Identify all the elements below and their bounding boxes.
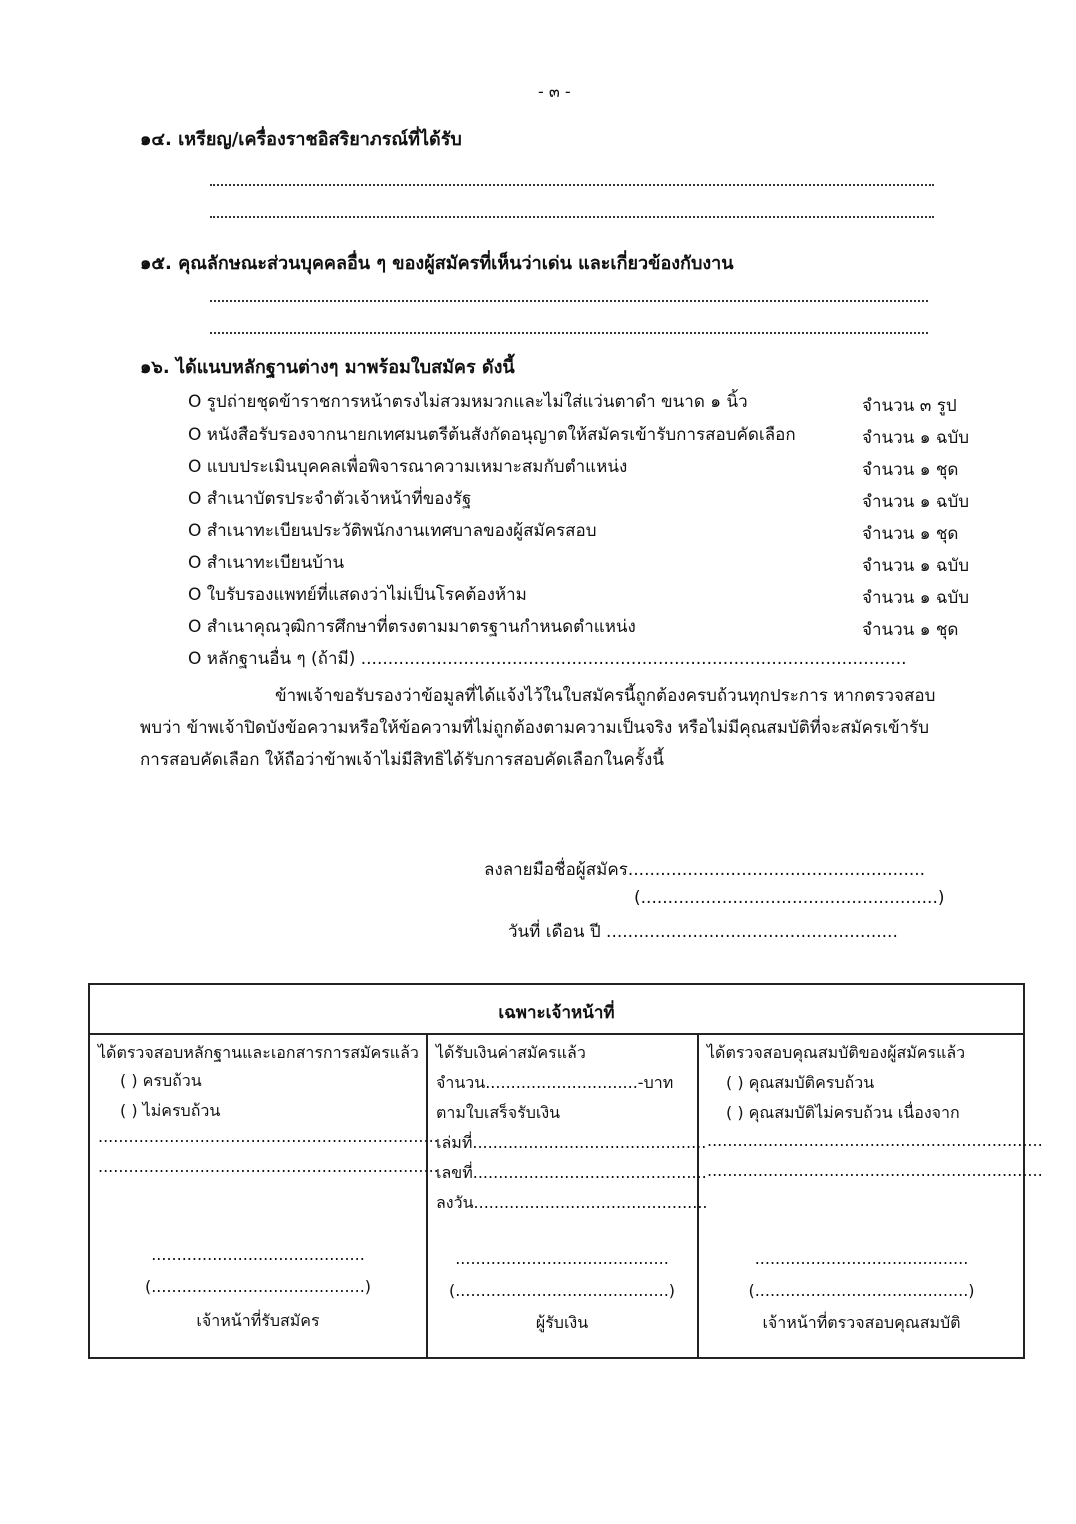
section-14-title: ๑๔. เหรียญ/เครื่องราชอิสริยาภรณ์ที่ได้รับ — [140, 129, 462, 150]
qualified-option[interactable]: ( ) คุณสมบัติครบถ้วน — [726, 1073, 875, 1092]
attachment-qty: จำนวน ๑ ชุด — [862, 524, 959, 544]
declaration-line-1: ข้าพเจ้าขอรับรองว่าข้อมูลที่ได้แจ้งไว้ในใบสมัครนี้ถูกต้องครบถ้วนทุกประการ หากตรวจสอบ — [275, 686, 936, 706]
section-15-answer-line-1[interactable] — [210, 300, 928, 302]
divider — [90, 1033, 1023, 1035]
attachment-qty: จำนวน ๓ รูป — [862, 396, 957, 416]
receipt-book[interactable]: เล่มที่.............................................. — [436, 1133, 707, 1152]
attachment-item[interactable]: O ใบรับรองแพทย์ที่แสดงว่าไม่เป็นโรคต้องห้าม — [188, 585, 527, 605]
attachment-qty: จำนวน ๑ ฉบับ — [862, 428, 970, 448]
doc-note-line-1[interactable]: ................................................................... — [98, 1127, 439, 1146]
receipt-date[interactable]: ลงวัน.............................................. — [436, 1193, 708, 1212]
attachment-other[interactable]: O หลักฐานอื่น ๆ (ถ้ามี) ..................................................................................................... — [188, 649, 907, 669]
attachment-qty: จำนวน ๑ ฉบับ — [862, 556, 970, 576]
receipt-number[interactable]: เลขที่.............................................. — [436, 1163, 707, 1182]
receiver-signature[interactable]: .......................................... — [151, 1245, 365, 1264]
cashier-signature[interactable]: .......................................... — [455, 1249, 669, 1268]
qualification-note-line-2[interactable]: .................................................................. — [707, 1161, 1043, 1180]
attachment-item[interactable]: O สำเนาทะเบียนบ้าน — [188, 553, 345, 573]
doc-check-heading: ได้ตรวจสอบหลักฐานและเอกสารการสมัครแล้ว — [98, 1043, 419, 1062]
qualification-note-line-1[interactable]: .................................................................. — [707, 1131, 1043, 1150]
section-14-answer-line-1[interactable] — [210, 184, 934, 186]
fee-amount[interactable]: จำนวน..............................-บาท — [436, 1073, 674, 1092]
inspector-name[interactable]: (..........................................) — [748, 1281, 975, 1300]
fee-heading: ได้รับเงินค่าสมัครแล้ว — [436, 1043, 586, 1062]
attachment-item[interactable]: O สำเนาคุณวุฒิการศึกษาที่ตรงตามมาตรฐานกำหนดตำแหน่ง — [188, 617, 636, 637]
page-number: - ๓ - — [538, 82, 571, 101]
section-15-answer-line-2[interactable] — [210, 332, 928, 334]
not-qualified-option[interactable]: ( ) คุณสมบัติไม่ครบถ้วน เนื่องจาก — [726, 1103, 960, 1122]
inspector-role: เจ้าหน้าที่ตรวจสอบคุณสมบัติ — [762, 1313, 961, 1332]
receipt-label: ตามใบเสร็จรับเงิน — [436, 1103, 561, 1122]
attachment-qty: จำนวน ๑ ฉบับ — [862, 588, 970, 608]
attachment-item[interactable]: O รูปถ่ายชุดข้าราชการหน้าตรงไม่สวมหมวกและไม่ใส่แว่นตาดำ ขนาด ๑ นิ้ว — [188, 392, 748, 412]
attachment-qty: จำนวน ๑ ชุด — [862, 460, 959, 480]
section-15-title: ๑๕. คุณลักษณะส่วนบุคคลอื่น ๆ ของผู้สมัครที่เห็นว่าเด่น และเกี่ยวข้องกับงาน — [140, 253, 734, 274]
attachment-item[interactable]: O สำเนาบัตรประจำตัวเจ้าหน้าที่ของรัฐ — [188, 489, 472, 509]
cashier-name[interactable]: (..........................................) — [448, 1281, 676, 1300]
qualification-heading: ได้ตรวจสอบคุณสมบัติของผู้สมัครแล้ว — [707, 1043, 966, 1062]
applicant-name[interactable]: (.......................................................) — [634, 888, 945, 908]
attachment-item[interactable]: O สำเนาทะเบียนประวัติพนักงานเทศบาลของผู้สมัครสอบ — [188, 521, 597, 541]
officer-only-box — [88, 983, 1043, 1359]
officer-box-title: เฉพาะเจ้าหน้าที่ — [498, 1003, 615, 1023]
divider — [426, 1033, 428, 1357]
application-date[interactable]: วันที่ เดือน ปี ...................................................... — [508, 922, 898, 942]
receiver-name[interactable]: (..........................................) — [144, 1277, 372, 1296]
attachment-qty: จำนวน ๑ ฉบับ — [862, 492, 970, 512]
attachment-item[interactable]: O แบบประเมินบุคคลเพื่อพิจารณาความเหมาะสมกับตำแหน่ง — [188, 457, 628, 477]
doc-incomplete-option[interactable]: ( ) ไม่ครบถ้วน — [120, 1101, 221, 1120]
section-16-title: ๑๖. ได้แนบหลักฐานต่างๆ มาพร้อมใบสมัคร ดังนี้ — [140, 357, 515, 378]
doc-note-line-2[interactable]: ................................................................... — [98, 1157, 439, 1176]
applicant-signature[interactable]: ลงลายมือชื่อผู้สมัคร....................................................... — [484, 860, 926, 880]
attachment-item[interactable]: O หนังสือรับรองจากนายกเทศมนตรีต้นสังกัดอนุญาตให้สมัครเข้ารับการสอบคัดเลือก — [188, 425, 796, 445]
doc-complete-option[interactable]: ( ) ครบถ้วน — [120, 1071, 202, 1090]
cashier-role: ผู้รับเงิน — [535, 1313, 589, 1332]
declaration-line-3: การสอบคัดเลือก ให้ถือว่าข้าพเจ้าไม่มีสิทธิได้รับการสอบคัดเลือกในครั้งนี้ — [140, 750, 664, 770]
declaration-line-2: พบว่า ข้าพเจ้าปิดบังข้อความหรือให้ข้อความที่ไม่ถูกต้องตามความเป็นจริง หรือไม่มีคุณสมบัติที่จะสมัครเข้ารับ — [140, 718, 930, 738]
inspector-signature[interactable]: .......................................... — [754, 1249, 969, 1268]
attachment-qty: จำนวน ๑ ชุด — [862, 620, 959, 640]
section-14-answer-line-2[interactable] — [210, 216, 934, 218]
receiver-role: เจ้าหน้าที่รับสมัคร — [196, 1311, 320, 1330]
